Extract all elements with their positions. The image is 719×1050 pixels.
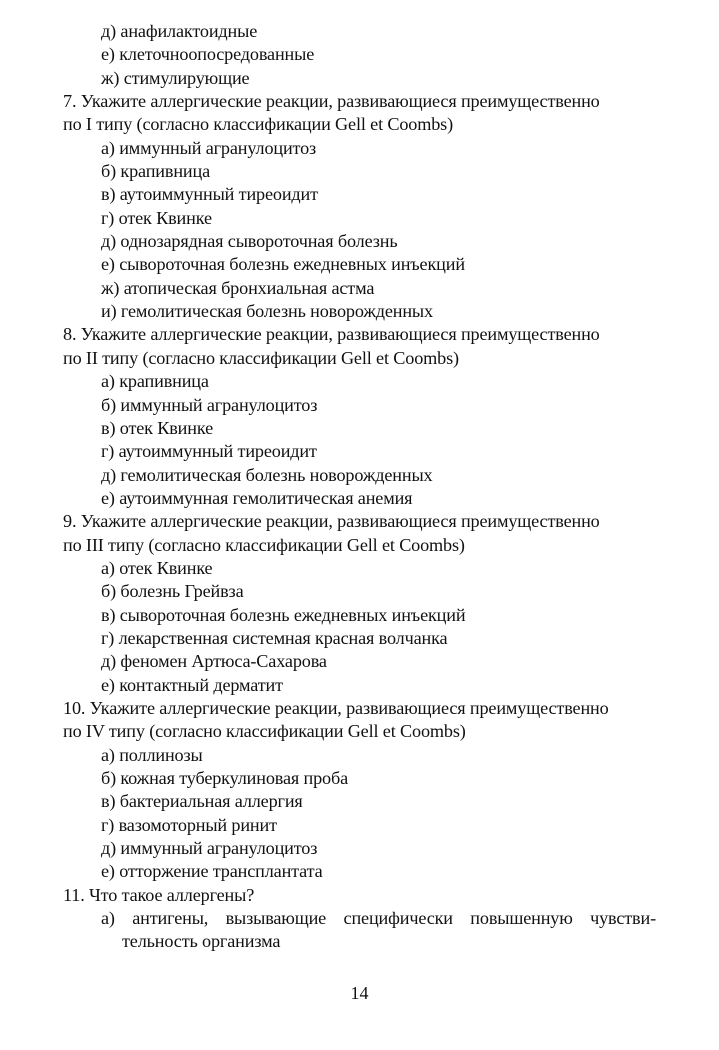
question-line: 7. Укажите аллергические реакции, развивающиеся преимущественно (63, 91, 600, 112)
answer-option: а) поллинозы (101, 744, 203, 765)
answer-option: а) антигены, вызывающие специфически повышенную чувстви- (101, 908, 656, 929)
answer-option: г) отек Квинке (101, 207, 212, 228)
answer-option: в) сывороточная болезнь ежедневных инъекций (101, 604, 466, 625)
answer-option: д) однозарядная сывороточная болезнь (101, 231, 398, 252)
answer-option: е) сывороточная болезнь ежедневных инъекций (101, 254, 465, 275)
question-line: 11. Что такое аллергены? (63, 884, 255, 905)
answer-option: а) иммунный агранулоцитоз (101, 137, 317, 158)
answer-option: ж) атопическая бронхиальная астма (101, 277, 375, 298)
answer-option: в) аутоиммунный тиреоидит (101, 184, 318, 205)
answer-option: и) гемолитическая болезнь новорожденных (101, 301, 433, 322)
answer-option: в) бактериальная аллергия (101, 791, 303, 812)
answer-option: е) отторжение трансплантата (101, 861, 323, 882)
answer-option: а) крапивница (101, 371, 209, 392)
answer-option: г) аутоиммунный тиреоидит (101, 441, 317, 462)
answer-option: б) иммунный агранулоцитоз (101, 394, 318, 415)
question-line: по III типу (согласно классификации Gell et Coombs) (63, 534, 465, 555)
answer-option: б) крапивница (101, 161, 210, 182)
answer-option: в) отек Квинке (101, 417, 213, 438)
question-line: по IV типу (согласно классификации Gell et Coombs) (63, 721, 466, 742)
question-line: по I типу (согласно классификации Gell et Coombs) (63, 114, 454, 135)
page-text-block (0, 20, 719, 954)
answer-option: д) анафилактоидные (101, 21, 258, 41)
answer-option: г) лекарственная системная красная волчанка (101, 627, 448, 648)
answer-option: е) контактный дерматит (101, 674, 283, 695)
question-line: 10. Укажите аллергические реакции, развивающиеся преимущественно (63, 697, 609, 718)
answer-option: б) кожная туберкулиновая проба (101, 768, 349, 788)
answer-option: а) отек Квинке (101, 557, 213, 578)
answer-option: б) болезнь Грейвза (101, 581, 244, 602)
answer-option: г) вазомоторный ринит (101, 814, 277, 835)
answer-option: д) феномен Артюса-Сахарова (101, 651, 327, 672)
answer-option: е) клеточноопосредованные (101, 44, 315, 65)
answer-option-continuation: тельность организма (122, 931, 281, 952)
question-line: 8. Укажите аллергические реакции, развивающиеся преимущественно (63, 324, 600, 345)
question-line: 9. Укажите аллергические реакции, развивающиеся преимущественно (63, 511, 600, 532)
answer-option: е) аутоиммунная гемолитическая анемия (101, 487, 413, 508)
question-line: по II типу (согласно классификации Gell et Coombs) (63, 347, 459, 368)
answer-option: ж) стимулирующие (101, 67, 250, 88)
page-number: 14 (350, 983, 369, 1003)
answer-option: д) иммунный агранулоцитоз (101, 838, 318, 859)
answer-option: д) гемолитическая болезнь новорожденных (101, 464, 433, 485)
